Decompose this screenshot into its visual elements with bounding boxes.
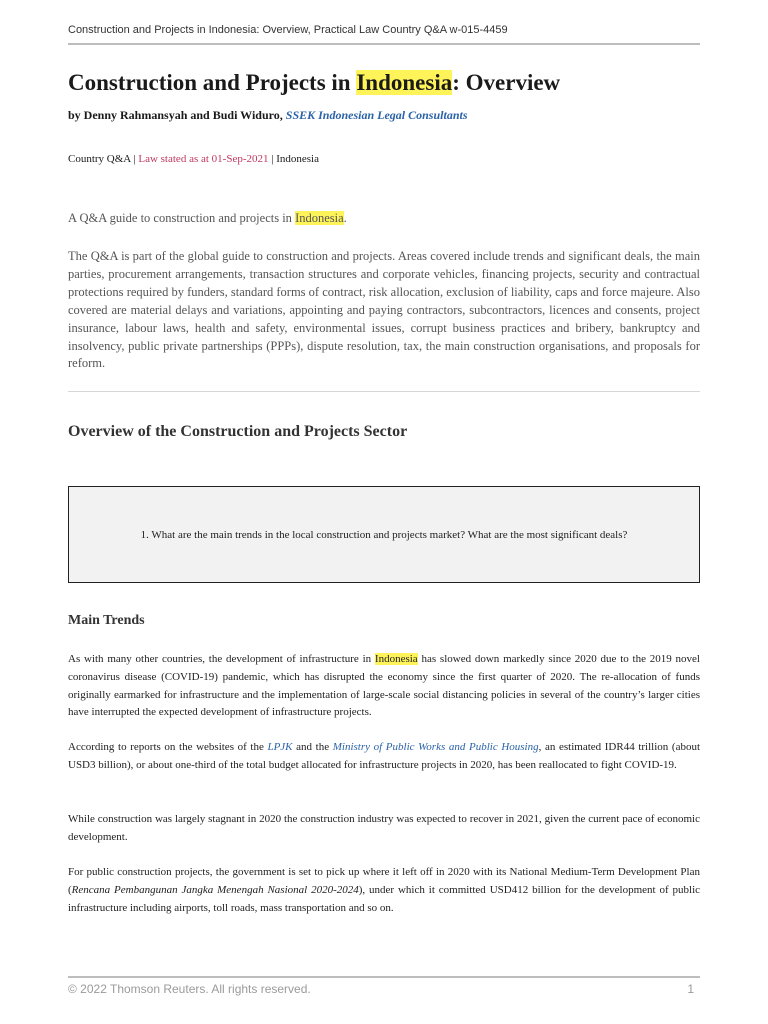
meta-separator: | xyxy=(268,153,277,165)
paragraph-text: , an estimated IDR44 trillion (about USD3 billion), or about one-third of the total budget allocated for infrastructure projects in 2020, has been reallocated to fight COVID-19. xyxy=(68,741,701,771)
meta-type: Country Q&A xyxy=(68,153,131,165)
title-text-end: : Overview xyxy=(452,70,561,95)
paragraph-text: As with many other countries, the development of infrastructure in xyxy=(68,653,375,665)
title-text-start: Construction and Projects in xyxy=(68,70,357,95)
paragraph-text: ), under which it committed USD412 billion for the development of public infrastructure including airports, toll roads, mass transportation and so on. xyxy=(68,883,701,914)
footer-divider xyxy=(68,976,700,978)
page-number: 1 xyxy=(687,982,694,996)
footer-copyright: © 2022 Thomson Reuters. All rights reserved. xyxy=(68,982,311,996)
section-divider xyxy=(68,391,700,392)
authors: by Denny Rahmansyah and Budi Widuro, xyxy=(68,108,286,122)
lpjk-link[interactable]: LPJK xyxy=(267,741,293,753)
ministry-link[interactable]: Ministry of Public Works and Public Housing xyxy=(332,741,539,753)
paragraph-text: and the xyxy=(292,741,333,753)
summary-intro-text: A Q&A guide to construction and projects in xyxy=(68,211,296,225)
meta-separator: | xyxy=(130,153,139,165)
body-paragraph: While construction was largely stagnant in 2020 the construction industry was expected to recover in 2021, given the current pace of economic development. xyxy=(68,813,700,843)
document-meta xyxy=(68,153,319,165)
summary-intro xyxy=(68,211,700,226)
summary-highlight: Indonesia xyxy=(295,211,344,225)
law-stated-date: Law stated as at 01-Sep-2021 xyxy=(138,153,269,165)
page-title xyxy=(68,70,700,96)
question-box xyxy=(68,486,700,583)
author-line xyxy=(68,108,468,123)
firm-link[interactable]: SSEK Indonesian Legal Consultants xyxy=(285,108,468,122)
meta-jurisdiction: Indonesia xyxy=(276,153,319,165)
question-text: 1. What are the main trends in the local construction and projects market? What are the most significant deals? xyxy=(140,528,628,541)
paragraph-text: has slowed down markedly since 2020 due to the 2019 novel coronavirus disease (COVID-19) pandemic, which has disrupted the economy since the first quarter of 2020. The re-allocation of funds originally earmarked for infrastructure and the implementation of large-scale social distancing policies in several of the country’s larger cities have interrupted the expected development of infrastructure projects. xyxy=(68,653,700,719)
paragraph-text: For public construction projects, the government is set to pick up where it left off in 2020 with its National Medium-Term Development Plan ( xyxy=(68,866,700,896)
subsection-heading: Main Trends xyxy=(68,613,145,628)
summary-intro-end: . xyxy=(343,211,347,225)
summary-paragraph: The Q&A is part of the global guide to construction and projects. Areas covered include trends and significant deals, the main parties, procurement arrangements, transaction structures and corporate vehicles, financing projects, security and contractual protections required by funders, standard forms of contract, risk allocation, exclusion of liability, caps and force majeure. Also covered are material delays and variations, appointing and paying contractors, subcontractors, licences and consents, project insurance, labour laws, health and safety, environmental issues, corrupt business practices and bribery, bankruptcy and insolvency, public private partnerships (PPPs), dispute resolution, tax, the main construction organisations, and proposals for reform. xyxy=(68,249,700,371)
plan-name: Rencana Pembangunan Jangka Menengah Nasional 2020-2024 xyxy=(71,883,359,896)
running-header: Construction and Projects in Indonesia: Overview, Practical Law Country Q&A w-015-4459 xyxy=(68,24,508,36)
body-paragraph xyxy=(68,651,700,722)
body-paragraph xyxy=(68,739,700,775)
title-highlight: Indonesia xyxy=(356,70,453,95)
paragraph-highlight: Indonesia xyxy=(374,653,418,665)
section-heading: Overview of the Construction and Projects Sector xyxy=(68,423,408,440)
paragraph-text: According to reports on the websites of the xyxy=(68,741,268,753)
header-divider xyxy=(68,43,700,45)
body-paragraph xyxy=(68,864,700,917)
